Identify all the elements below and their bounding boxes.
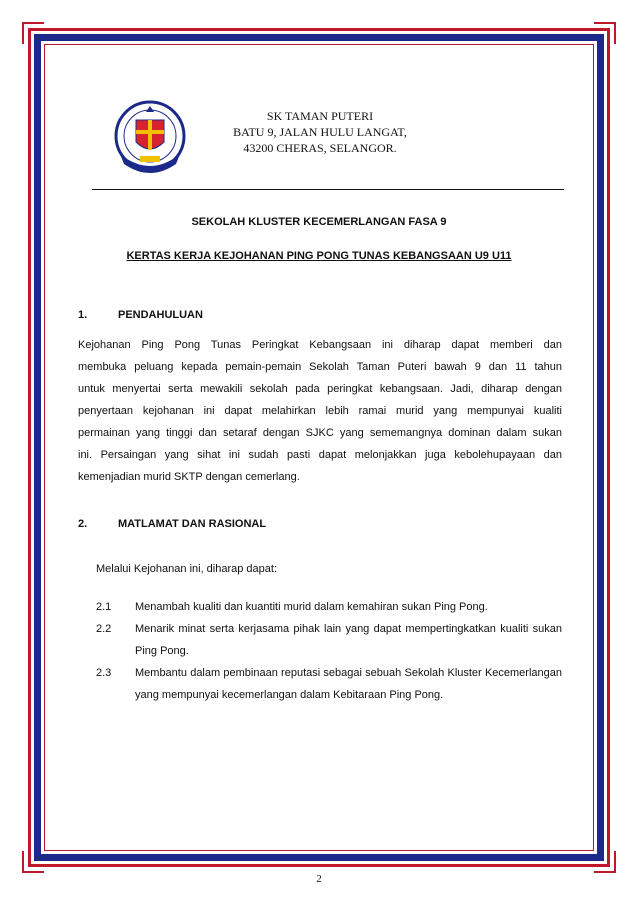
- list-item: [96, 596, 562, 618]
- school-header: [210, 108, 430, 156]
- border-corner-bottom-right: [594, 851, 616, 873]
- list-item-text: Menambah kualiti dan kuantiti murid dalam kemahiran sukan Ping Pong.: [135, 601, 488, 613]
- paragraph-line: penyertaan kejohanan ini dapat melahirkan lebih ramai murid yang mempunyai kualiti: [78, 405, 562, 417]
- address-line-2: 43200 CHERAS, SELANGOR.: [243, 141, 397, 155]
- paragraph-line: Kejohanan Ping Pong Tunas Peringkat Kebangsaan ini diharap dapat memberi dan: [78, 339, 562, 351]
- pendahuluan-paragraph: [78, 334, 562, 488]
- section-number: 1.: [78, 309, 88, 321]
- header-divider: [92, 189, 564, 190]
- document-subtitle: KERTAS KERJA KEJOHANAN PING PONG TUNAS KEBANGSAAN U9 U11: [126, 250, 512, 262]
- list-item-number: 2.3: [96, 667, 112, 679]
- school-name: SK TAMAN PUTERI: [266, 109, 374, 123]
- paragraph-line: kemenjadian murid SKTP dengan cemerlang.: [78, 471, 300, 483]
- border-corner-bottom-left: [22, 851, 44, 873]
- section-intro: Melalui Kejohanan ini, diharap dapat:: [96, 563, 278, 575]
- paragraph-line: membuka peluang kepada pemain-pemain Sekolah Taman Puteri bawah 9 dan 11 tahun: [78, 361, 562, 373]
- border-corner-top-left: [22, 22, 44, 44]
- list-item-text: Membantu dalam pembinaan reputasi sebagai sebuah Sekolah Kluster Kecemerlangan yang mempunyai kecemerlangan dalam Kebitaraan Ping Pong.: [135, 667, 562, 701]
- section-heading-matlamat: [78, 518, 266, 530]
- section-title: MATLAMAT DAN RASIONAL: [118, 518, 267, 530]
- document-title: SEKOLAH KLUSTER KECEMERLANGAN FASA 9: [191, 216, 447, 228]
- border-corner-top-right: [594, 22, 616, 44]
- list-item-number: 2.2: [96, 623, 112, 635]
- school-crest-logo: [106, 98, 194, 176]
- paragraph-line: permainan yang tinggi dan setaraf dengan SJKC yang sememangnya dominan dalam sukan: [78, 427, 562, 439]
- list-item: [96, 618, 562, 662]
- list-item-text: Menarik minat serta kerjasama pihak lain yang dapat mempertingkatkan kualiti sukan Ping Pong.: [135, 623, 562, 657]
- paragraph-line: untuk menyertai serta mewakili sekolah pada peringkat kebangsaan. Jadi, diharap dengan: [78, 383, 562, 395]
- address-line-1: BATU 9, JALAN HULU LANGAT,: [233, 125, 407, 139]
- section-number: 2.: [78, 518, 88, 530]
- paragraph-line: ini. Persaingan yang sihat ini sudah pasti dapat melonjakkan juga kebolehupayaan dan: [78, 449, 562, 461]
- page-number: 2: [316, 873, 322, 885]
- section-heading-pendahuluan: [78, 309, 203, 321]
- list-item-number: 2.1: [96, 601, 112, 613]
- section-title: PENDAHULUAN: [118, 309, 203, 321]
- list-item: [96, 662, 562, 706]
